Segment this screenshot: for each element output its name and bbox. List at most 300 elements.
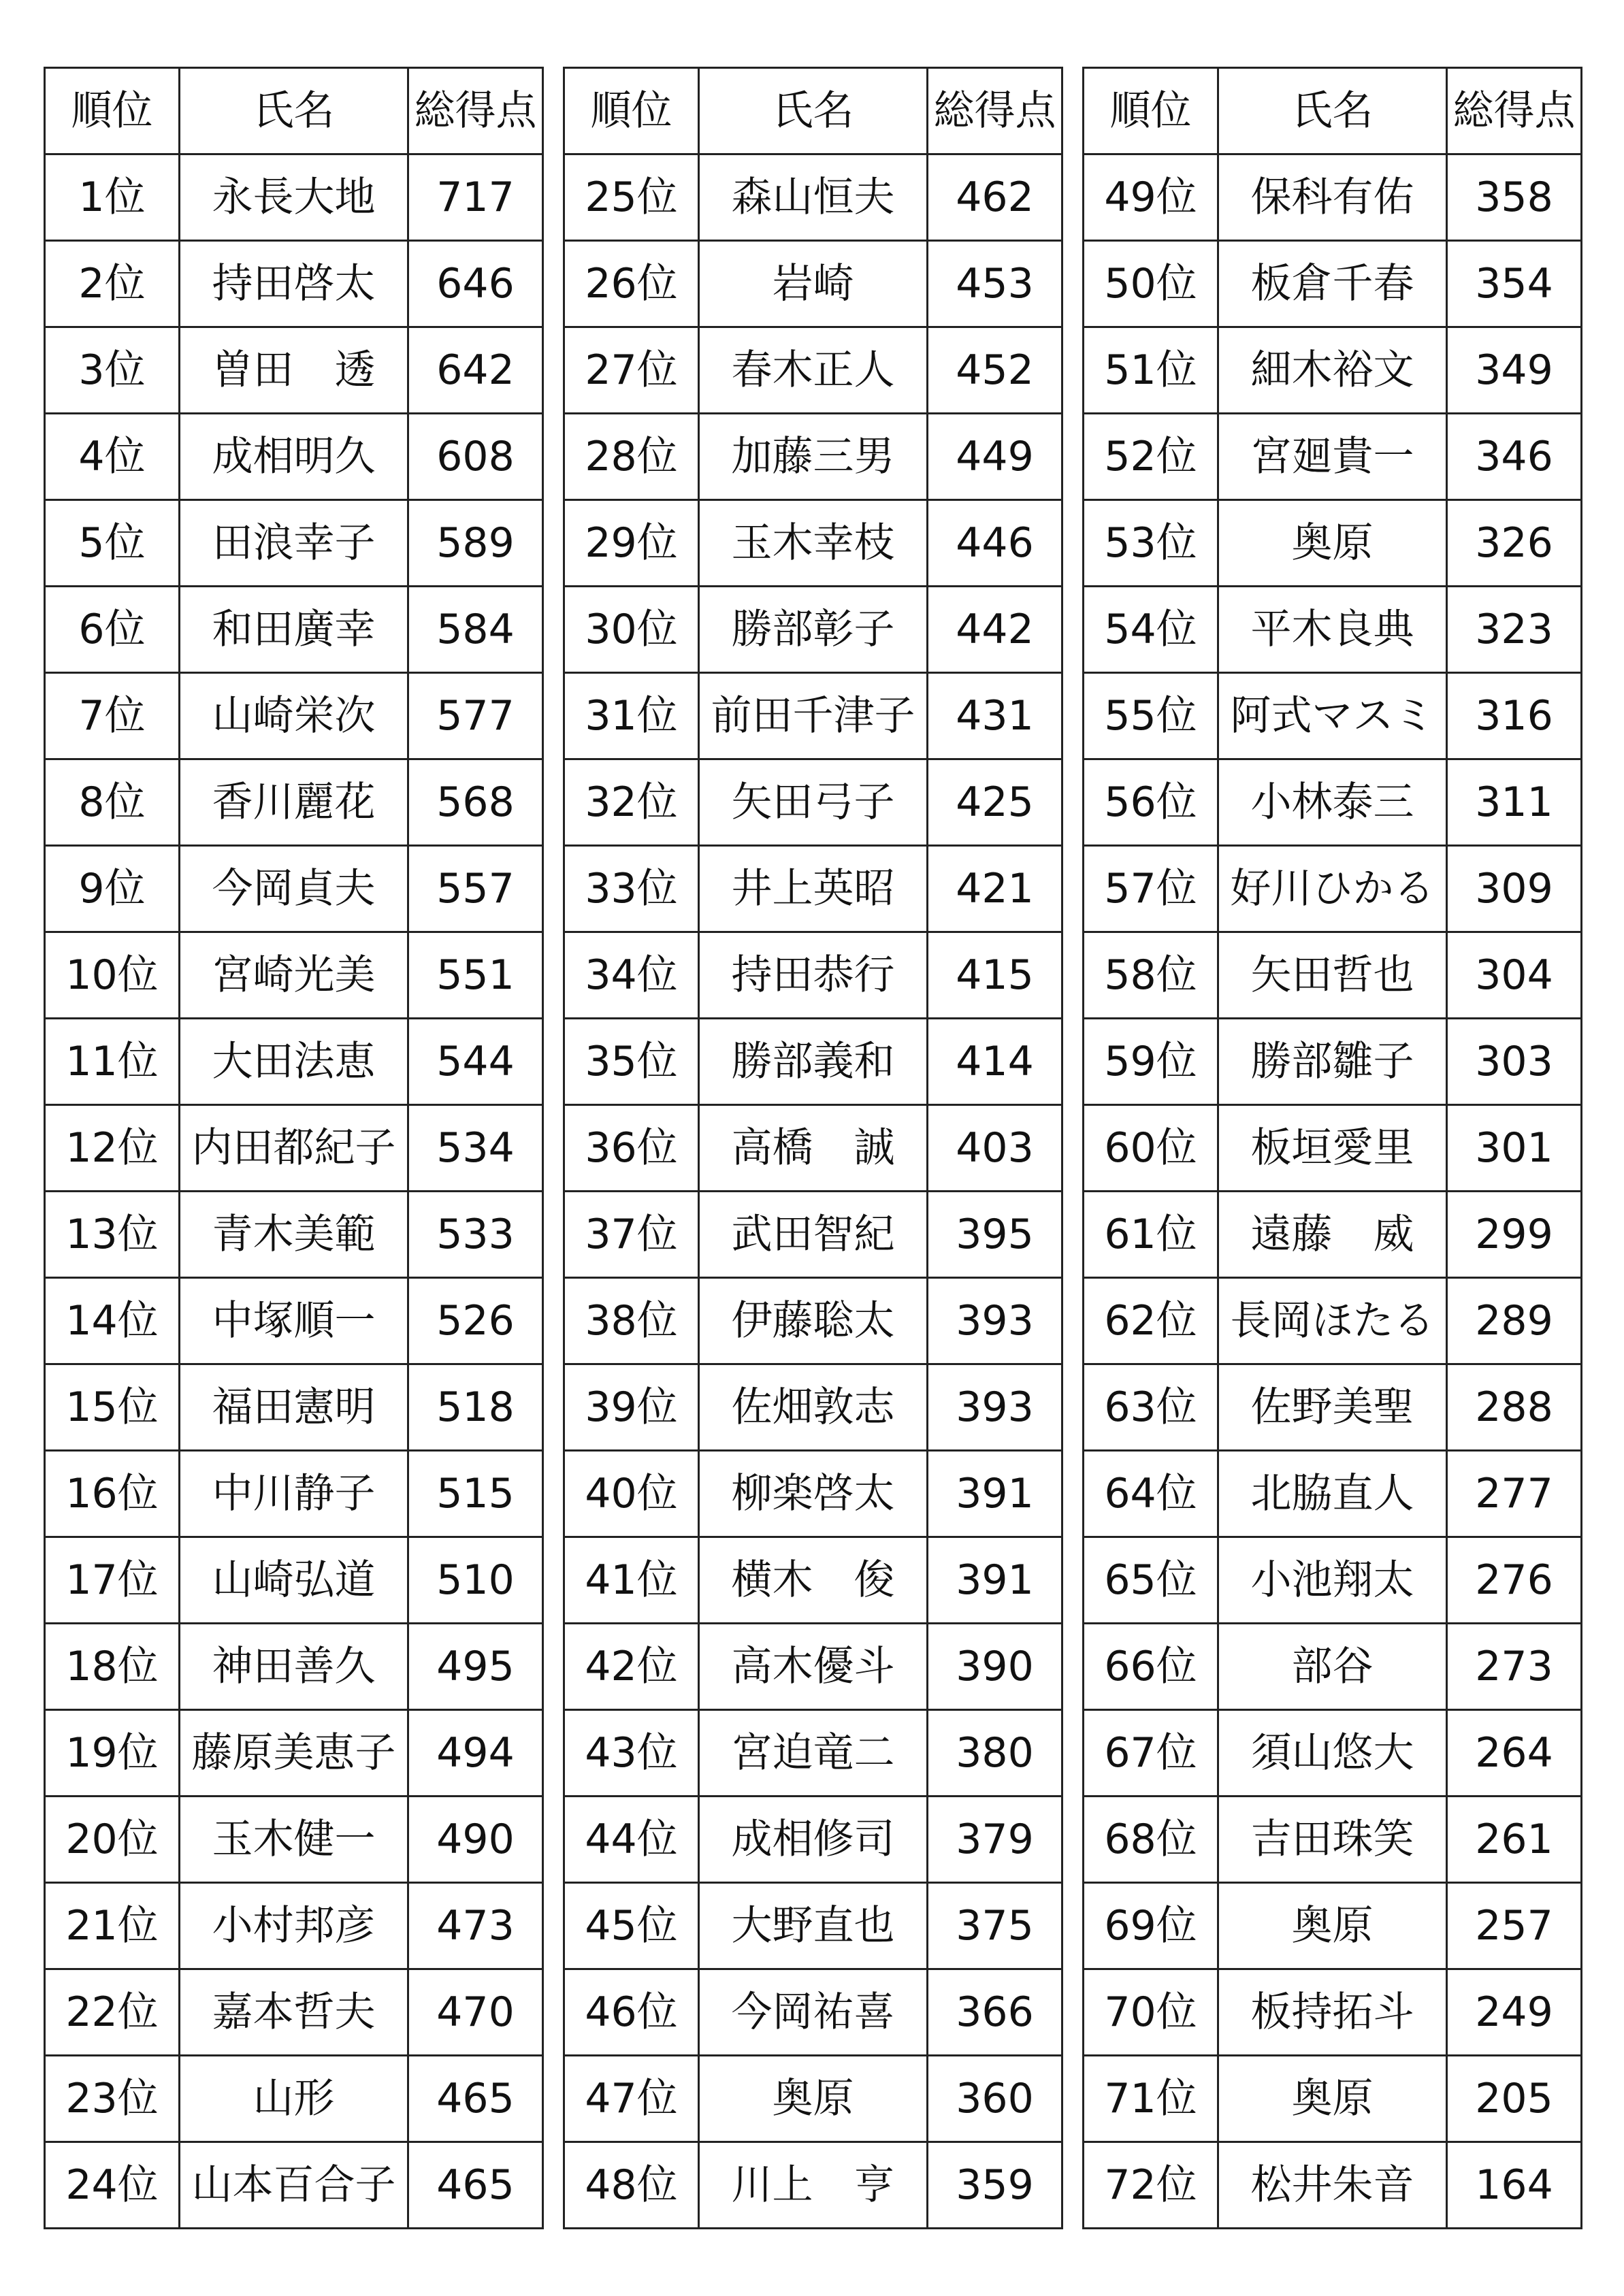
score-cell: 346 [1447,414,1582,500]
score-cell: 276 [1447,1537,1582,1624]
table-row [564,1710,1062,1797]
name-cell: 田浪幸子 [180,500,408,587]
rank-cell: 18位 [45,1624,180,1710]
rank-cell: 38位 [564,1278,699,1364]
name-cell: 春木正人 [699,327,928,414]
name-cell: 部谷 [1218,1624,1447,1710]
score-cell: 299 [1447,1192,1582,1278]
name-cell: 中塚順一 [180,1278,408,1364]
table-row [45,1797,543,1883]
name-cell: 成相修司 [699,1797,928,1883]
score-cell: 415 [928,932,1062,1019]
score-cell: 544 [408,1019,543,1105]
table-row [564,759,1062,846]
header-score: 総得点 [408,68,543,154]
rank-cell: 25位 [564,154,699,241]
rank-cell: 22位 [45,1969,180,2056]
name-cell: 藤原美恵子 [180,1710,408,1797]
name-cell: 山崎栄次 [180,673,408,759]
rank-cell: 19位 [45,1710,180,1797]
score-cell: 717 [408,154,543,241]
rank-cell: 28位 [564,414,699,500]
rank-cell: 14位 [45,1278,180,1364]
name-cell: 板倉千春 [1218,241,1447,327]
name-cell: 奥原 [1218,1883,1447,1969]
table-row [45,1105,543,1192]
name-cell: 持田恭行 [699,932,928,1019]
rank-cell: 40位 [564,1451,699,1537]
score-cell: 446 [928,500,1062,587]
table-row [1084,2056,1582,2142]
score-cell: 557 [408,846,543,932]
name-cell: 板持拓斗 [1218,1969,1447,2056]
rank-cell: 23位 [45,2056,180,2142]
score-cell: 354 [1447,241,1582,327]
table-row [45,1710,543,1797]
rank-cell: 49位 [1084,154,1218,241]
rank-cell: 21位 [45,1883,180,1969]
table-row [45,500,543,587]
name-cell: 柳楽啓太 [699,1451,928,1537]
table-row [45,932,543,1019]
rank-cell: 26位 [564,241,699,327]
score-cell: 551 [408,932,543,1019]
name-cell: 遠藤 威 [1218,1192,1447,1278]
name-cell: 勝部雛子 [1218,1019,1447,1105]
name-cell: 保科有佑 [1218,154,1447,241]
rank-cell: 65位 [1084,1537,1218,1624]
table-row [45,327,543,414]
name-cell: 板垣愛里 [1218,1105,1447,1192]
score-cell: 393 [928,1278,1062,1364]
header-row [45,68,543,154]
score-cell: 264 [1447,1710,1582,1797]
rank-cell: 15位 [45,1364,180,1451]
table-row [45,1624,543,1710]
score-cell: 473 [408,1883,543,1969]
table-header [45,68,543,154]
table-row [1084,846,1582,932]
name-cell: 細木裕文 [1218,327,1447,414]
rank-cell: 10位 [45,932,180,1019]
name-cell: 今岡貞夫 [180,846,408,932]
score-cell: 395 [928,1192,1062,1278]
rank-cell: 51位 [1084,327,1218,414]
score-cell: 403 [928,1105,1062,1192]
rank-cell: 29位 [564,500,699,587]
table-row [564,2142,1062,2229]
score-cell: 449 [928,414,1062,500]
name-cell: 宮廻貴一 [1218,414,1447,500]
table-row [564,1278,1062,1364]
table-row [45,414,543,500]
table-row [45,2056,543,2142]
rank-cell: 64位 [1084,1451,1218,1537]
rank-cell: 17位 [45,1537,180,1624]
name-cell: 阿式マスミ [1218,673,1447,759]
table-row [564,154,1062,241]
rank-cell: 3位 [45,327,180,414]
score-cell: 257 [1447,1883,1582,1969]
header-rank: 順位 [564,68,699,154]
name-cell: 須山悠大 [1218,1710,1447,1797]
score-cell: 303 [1447,1019,1582,1105]
rank-cell: 45位 [564,1883,699,1969]
score-cell: 642 [408,327,543,414]
name-cell: 宮迫竜二 [699,1710,928,1797]
score-cell: 465 [408,2056,543,2142]
name-cell: 成相明久 [180,414,408,500]
table-row [45,1278,543,1364]
name-cell: 奥原 [1218,2056,1447,2142]
table-row [1084,1797,1582,1883]
score-cell: 349 [1447,327,1582,414]
score-cell: 442 [928,587,1062,673]
score-cell: 249 [1447,1969,1582,2056]
header-name: 氏名 [180,68,408,154]
rank-cell: 71位 [1084,2056,1218,2142]
table-row [1084,2142,1582,2229]
ranking-table-3 [1082,67,1582,2229]
table-body [564,154,1062,2229]
rank-cell: 2位 [45,241,180,327]
rank-cell: 1位 [45,154,180,241]
name-cell: 岩崎 [699,241,928,327]
score-cell: 277 [1447,1451,1582,1537]
rank-cell: 58位 [1084,932,1218,1019]
table-row [564,1192,1062,1278]
table-row [564,2056,1062,2142]
table-row [1084,1105,1582,1192]
rank-cell: 24位 [45,2142,180,2229]
score-cell: 311 [1447,759,1582,846]
table-row [45,1451,543,1537]
score-cell: 494 [408,1710,543,1797]
table-row [45,1883,543,1969]
name-cell: 横木 俊 [699,1537,928,1624]
score-cell: 360 [928,2056,1062,2142]
table-row [1084,1624,1582,1710]
name-cell: 高橋 誠 [699,1105,928,1192]
name-cell: 好川ひかる [1218,846,1447,932]
name-cell: 玉木健一 [180,1797,408,1883]
table-row [45,1019,543,1105]
table-body [45,154,543,2229]
name-cell: 矢田弓子 [699,759,928,846]
table-row [45,759,543,846]
header-rank: 順位 [1084,68,1218,154]
table-row [1084,673,1582,759]
table-row [564,1624,1062,1710]
rank-cell: 44位 [564,1797,699,1883]
rank-cell: 7位 [45,673,180,759]
table-row [45,1192,543,1278]
score-cell: 261 [1447,1797,1582,1883]
rank-cell: 36位 [564,1105,699,1192]
score-cell: 421 [928,846,1062,932]
score-cell: 358 [1447,154,1582,241]
score-cell: 470 [408,1969,543,2056]
rank-cell: 62位 [1084,1278,1218,1364]
name-cell: 永長大地 [180,154,408,241]
table-body [1084,154,1582,2229]
score-cell: 393 [928,1364,1062,1451]
rank-cell: 37位 [564,1192,699,1278]
name-cell: 矢田哲也 [1218,932,1447,1019]
name-cell: 長岡ほたる [1218,1278,1447,1364]
score-cell: 431 [928,673,1062,759]
name-cell: 玉木幸枝 [699,500,928,587]
table-row [1084,932,1582,1019]
table-header [1084,68,1582,154]
name-cell: 香川麗花 [180,759,408,846]
score-cell: 390 [928,1624,1062,1710]
table-row [45,587,543,673]
rank-cell: 5位 [45,500,180,587]
table-row [45,1969,543,2056]
name-cell: 嘉本哲夫 [180,1969,408,2056]
score-cell: 490 [408,1797,543,1883]
score-cell: 646 [408,241,543,327]
rank-cell: 42位 [564,1624,699,1710]
table-row [564,587,1062,673]
header-name: 氏名 [1218,68,1447,154]
name-cell: 川上 亨 [699,2142,928,2229]
score-cell: 288 [1447,1364,1582,1451]
ranking-table-2 [563,67,1063,2229]
score-cell: 495 [408,1624,543,1710]
table-row [1084,414,1582,500]
table-row [1084,1451,1582,1537]
table-row [564,1451,1062,1537]
rank-cell: 27位 [564,327,699,414]
rank-cell: 13位 [45,1192,180,1278]
rank-cell: 30位 [564,587,699,673]
table-row [564,846,1062,932]
header-row [564,68,1062,154]
header-row [1084,68,1582,154]
score-cell: 301 [1447,1105,1582,1192]
name-cell: 奥原 [1218,500,1447,587]
rank-cell: 32位 [564,759,699,846]
rank-cell: 66位 [1084,1624,1218,1710]
rank-cell: 60位 [1084,1105,1218,1192]
score-cell: 414 [928,1019,1062,1105]
table-row [45,1364,543,1451]
score-cell: 359 [928,2142,1062,2229]
name-cell: 勝部彰子 [699,587,928,673]
rank-cell: 43位 [564,1710,699,1797]
rank-cell: 4位 [45,414,180,500]
name-cell: 小池翔太 [1218,1537,1447,1624]
rank-cell: 69位 [1084,1883,1218,1969]
name-cell: 山形 [180,2056,408,2142]
name-cell: 松井朱音 [1218,2142,1447,2229]
score-cell: 577 [408,673,543,759]
score-cell: 326 [1447,500,1582,587]
name-cell: 吉田珠笑 [1218,1797,1447,1883]
table-row [45,2142,543,2229]
rank-cell: 46位 [564,1969,699,2056]
rank-cell: 16位 [45,1451,180,1537]
rank-cell: 12位 [45,1105,180,1192]
name-cell: 山本百合子 [180,2142,408,2229]
table-row [1084,1710,1582,1797]
name-cell: 平木良典 [1218,587,1447,673]
name-cell: 北脇直人 [1218,1451,1447,1537]
table-header [564,68,1062,154]
score-cell: 164 [1447,2142,1582,2229]
table-row [1084,1969,1582,2056]
table-row [1084,154,1582,241]
table-row [1084,1019,1582,1105]
name-cell: 大田法恵 [180,1019,408,1105]
name-cell: 今岡祐喜 [699,1969,928,2056]
table-row [1084,587,1582,673]
table-row [45,846,543,932]
rank-cell: 59位 [1084,1019,1218,1105]
table-row [564,1364,1062,1451]
score-cell: 534 [408,1105,543,1192]
table-row [45,154,543,241]
name-cell: 内田都紀子 [180,1105,408,1192]
rank-cell: 8位 [45,759,180,846]
rank-cell: 39位 [564,1364,699,1451]
table-row [564,414,1062,500]
name-cell: 井上英昭 [699,846,928,932]
score-cell: 316 [1447,673,1582,759]
score-cell: 518 [408,1364,543,1451]
name-cell: 伊藤聡太 [699,1278,928,1364]
table-row [1084,241,1582,327]
name-cell: 勝部義和 [699,1019,928,1105]
name-cell: 青木美範 [180,1192,408,1278]
name-cell: 佐野美聖 [1218,1364,1447,1451]
score-cell: 205 [1447,2056,1582,2142]
score-cell: 608 [408,414,543,500]
name-cell: 中川静子 [180,1451,408,1537]
score-cell: 323 [1447,587,1582,673]
rank-cell: 53位 [1084,500,1218,587]
name-cell: 小林泰三 [1218,759,1447,846]
rank-cell: 20位 [45,1797,180,1883]
rank-cell: 61位 [1084,1192,1218,1278]
name-cell: 和田廣幸 [180,587,408,673]
rank-cell: 6位 [45,587,180,673]
score-cell: 380 [928,1710,1062,1797]
header-name: 氏名 [699,68,928,154]
rank-cell: 33位 [564,846,699,932]
name-cell: 高木優斗 [699,1624,928,1710]
name-cell: 前田千津子 [699,673,928,759]
table-row [564,1797,1062,1883]
score-cell: 375 [928,1883,1062,1969]
name-cell: 宮崎光美 [180,932,408,1019]
score-cell: 452 [928,327,1062,414]
table-row [1084,500,1582,587]
table-row [45,1537,543,1624]
name-cell: 神田善久 [180,1624,408,1710]
score-cell: 568 [408,759,543,846]
name-cell: 奥原 [699,2056,928,2142]
table-row [1084,327,1582,414]
rank-cell: 70位 [1084,1969,1218,2056]
score-cell: 391 [928,1451,1062,1537]
name-cell: 佐畑敦志 [699,1364,928,1451]
rank-cell: 67位 [1084,1710,1218,1797]
name-cell: 大野直也 [699,1883,928,1969]
table-row [1084,759,1582,846]
ranking-table-1 [44,67,544,2229]
score-cell: 273 [1447,1624,1582,1710]
score-cell: 515 [408,1451,543,1537]
name-cell: 曽田 透 [180,327,408,414]
rank-cell: 55位 [1084,673,1218,759]
score-cell: 584 [408,587,543,673]
score-cell: 589 [408,500,543,587]
score-cell: 533 [408,1192,543,1278]
rank-cell: 68位 [1084,1797,1218,1883]
table-row [564,500,1062,587]
rank-cell: 52位 [1084,414,1218,500]
table-row [564,1537,1062,1624]
name-cell: 森山恒夫 [699,154,928,241]
table-row [564,1019,1062,1105]
rank-cell: 72位 [1084,2142,1218,2229]
name-cell: 持田啓太 [180,241,408,327]
rank-cell: 50位 [1084,241,1218,327]
table-row [564,1969,1062,2056]
table-row [564,1883,1062,1969]
rank-cell: 48位 [564,2142,699,2229]
rank-cell: 34位 [564,932,699,1019]
rank-cell: 41位 [564,1537,699,1624]
table-row [45,673,543,759]
score-cell: 304 [1447,932,1582,1019]
score-cell: 425 [928,759,1062,846]
name-cell: 武田智紀 [699,1192,928,1278]
rank-cell: 35位 [564,1019,699,1105]
name-cell: 小村邦彦 [180,1883,408,1969]
score-cell: 309 [1447,846,1582,932]
name-cell: 福田憲明 [180,1364,408,1451]
score-cell: 526 [408,1278,543,1364]
score-cell: 391 [928,1537,1062,1624]
rank-cell: 31位 [564,673,699,759]
rank-cell: 57位 [1084,846,1218,932]
rank-cell: 63位 [1084,1364,1218,1451]
score-cell: 289 [1447,1278,1582,1364]
table-row [1084,1537,1582,1624]
table-row [564,673,1062,759]
rank-cell: 9位 [45,846,180,932]
table-row [1084,1883,1582,1969]
header-rank: 順位 [45,68,180,154]
name-cell: 山崎弘道 [180,1537,408,1624]
table-row [45,241,543,327]
score-cell: 510 [408,1537,543,1624]
table-row [1084,1364,1582,1451]
table-row [1084,1192,1582,1278]
score-cell: 366 [928,1969,1062,2056]
table-row [564,327,1062,414]
header-score: 総得点 [928,68,1062,154]
score-cell: 465 [408,2142,543,2229]
rank-cell: 54位 [1084,587,1218,673]
table-row [564,1105,1062,1192]
table-row [564,932,1062,1019]
score-cell: 462 [928,154,1062,241]
